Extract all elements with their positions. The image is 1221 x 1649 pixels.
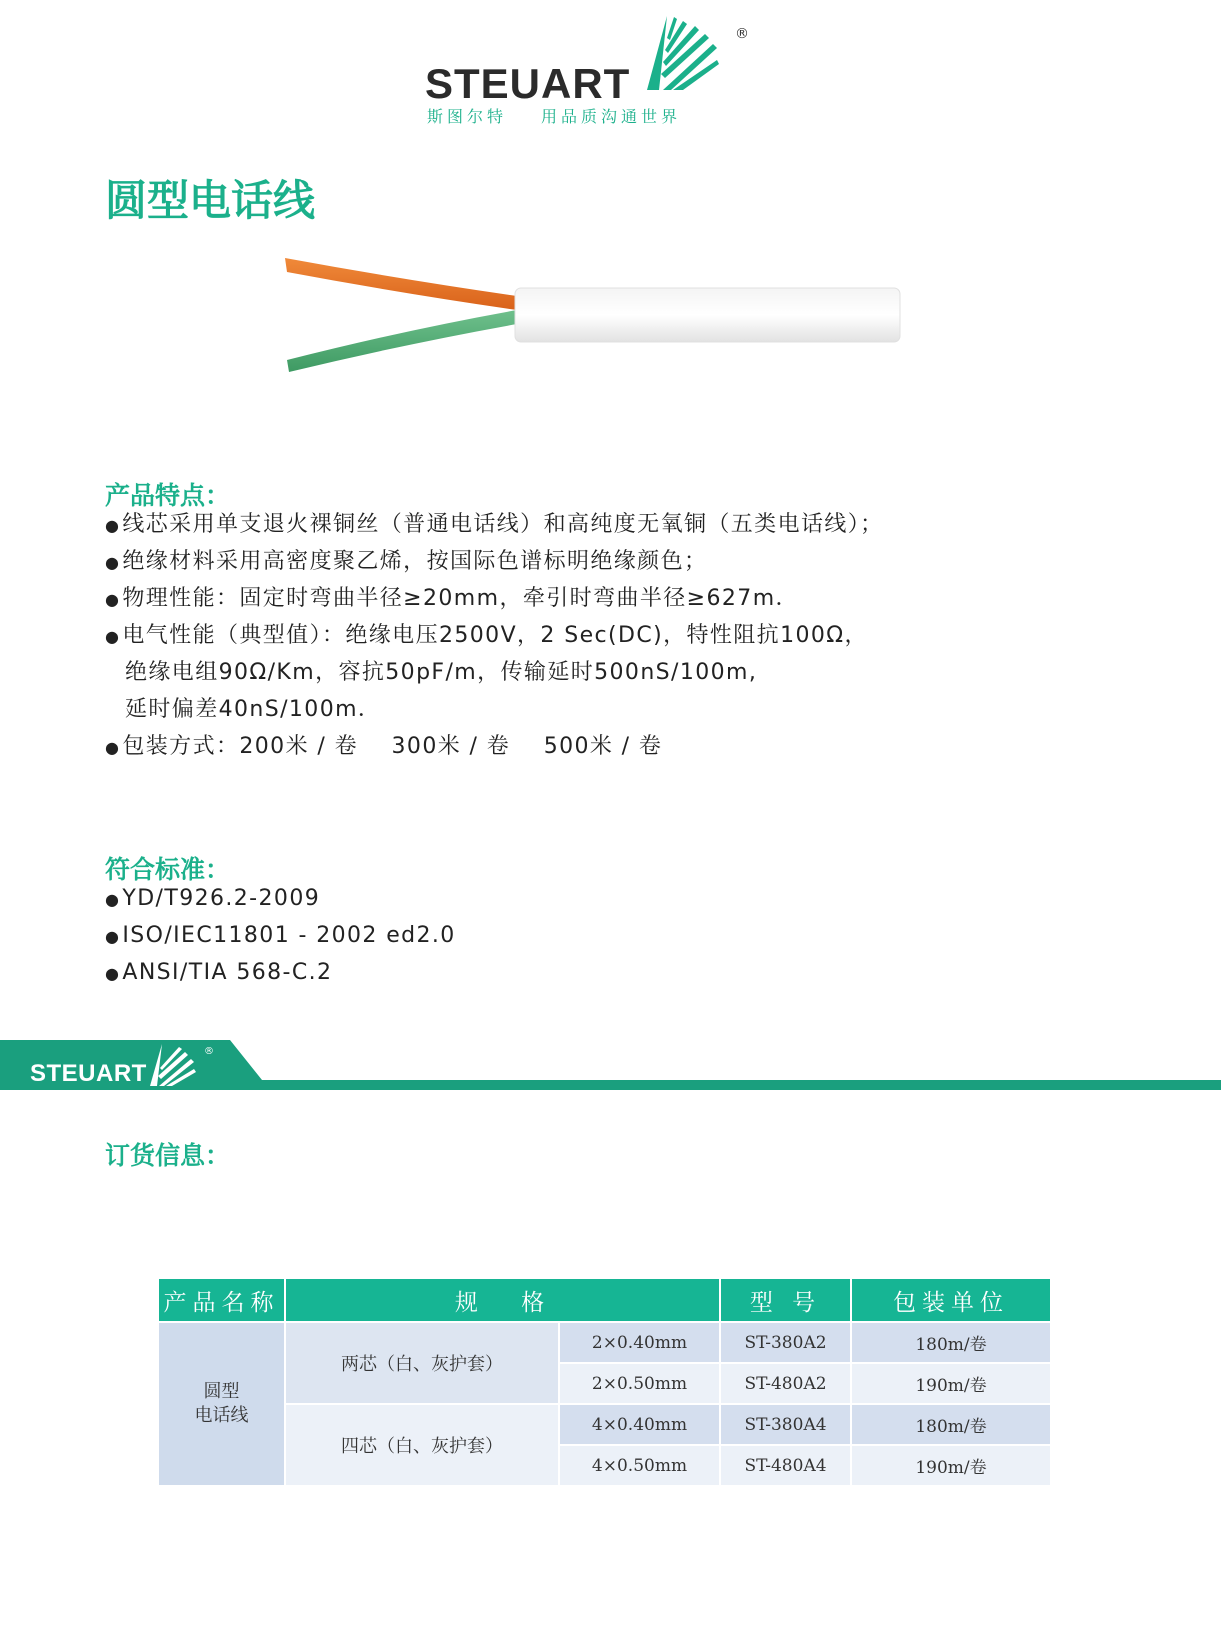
table-header-row: [158, 1278, 1051, 1322]
page-title: 圆型电话线: [105, 176, 316, 225]
feature-line: 延时偏差40nS/100m．: [125, 697, 382, 722]
standards-title: 符合标准：: [105, 855, 231, 884]
features-list: [105, 506, 884, 765]
order-title: 订货信息：: [105, 1141, 231, 1170]
header-model: 型 号: [720, 1278, 851, 1322]
logo-rays-icon: [647, 14, 727, 94]
feature-line: ● 物理性能：固定时弯曲半径≥20mm，牵引时弯曲半径≥627m．: [105, 580, 884, 617]
tagline-right: 用品质沟通世界: [541, 107, 682, 126]
standard-item: ● YD/T926.2-2009: [105, 880, 456, 917]
header-unit: 包装单位: [851, 1278, 1051, 1322]
product-name-cell: 圆型 电话线: [158, 1322, 285, 1486]
unit-cell: 190m/卷: [851, 1445, 1051, 1486]
feature-line: 绝缘电组90Ω/Km，容抗50pF/m，传输延时500nS/100m,: [125, 660, 758, 685]
feature-line: ● 绝缘材料采用高密度聚乙烯，按国际色谱标明绝缘颜色；: [105, 543, 884, 580]
order-table: [157, 1277, 1052, 1487]
feature-line: ● 包装方式：200米 / 卷 300米 / 卷 500米 / 卷: [105, 728, 884, 765]
brand-logo: [425, 12, 765, 126]
cable-illustration: [285, 250, 905, 380]
features-title: 产品特点：: [105, 481, 231, 510]
brand-band: [0, 1040, 1221, 1100]
size-cell: 4×0.40mm: [559, 1404, 720, 1445]
spec-cell: 两芯（白、灰护套）: [285, 1322, 559, 1404]
header-spec: 规 格: [285, 1278, 720, 1322]
size-cell: 2×0.40mm: [559, 1322, 720, 1363]
registered-mark: ®: [735, 26, 749, 42]
orange-wire: [285, 258, 517, 310]
model-cell: ST-480A4: [720, 1445, 851, 1486]
model-cell: ST-380A4: [720, 1404, 851, 1445]
standards-list: [105, 880, 456, 991]
unit-cell: 190m/卷: [851, 1363, 1051, 1404]
unit-cell: 180m/卷: [851, 1322, 1051, 1363]
table-row: [158, 1322, 1051, 1363]
green-wire: [287, 310, 517, 372]
model-cell: ST-480A2: [720, 1363, 851, 1404]
band-rays-icon: [150, 1042, 200, 1088]
band-wordmark: STEUART: [30, 1060, 147, 1087]
cable-jacket: [515, 288, 900, 342]
spec-cell: 四芯（白、灰护套）: [285, 1404, 559, 1486]
size-cell: 4×0.50mm: [559, 1445, 720, 1486]
tagline-left: 斯图尔特: [427, 107, 508, 126]
size-cell: 2×0.50mm: [559, 1363, 720, 1404]
table-row: [158, 1404, 1051, 1445]
feature-line: ● 线芯采用单支退火裸铜丝（普通电话线）和高纯度无氧铜（五类电话线）；: [105, 506, 884, 543]
model-cell: ST-380A2: [720, 1322, 851, 1363]
header-product-name: 产品名称: [158, 1278, 285, 1322]
unit-cell: 180m/卷: [851, 1404, 1051, 1445]
brand-tagline: [427, 104, 715, 127]
band-registered-mark: ®: [204, 1046, 214, 1057]
standard-item: ● ISO/IEC11801 - 2002 ed2.0: [105, 917, 456, 954]
standard-item: ● ANSI/TIA 568-C.2: [105, 954, 456, 991]
brand-wordmark: STEUART: [425, 60, 631, 107]
feature-line: ● 电气性能（典型值）：绝缘电压2500V，2 Sec(DC)，特性阻抗100Ω，: [105, 617, 884, 654]
